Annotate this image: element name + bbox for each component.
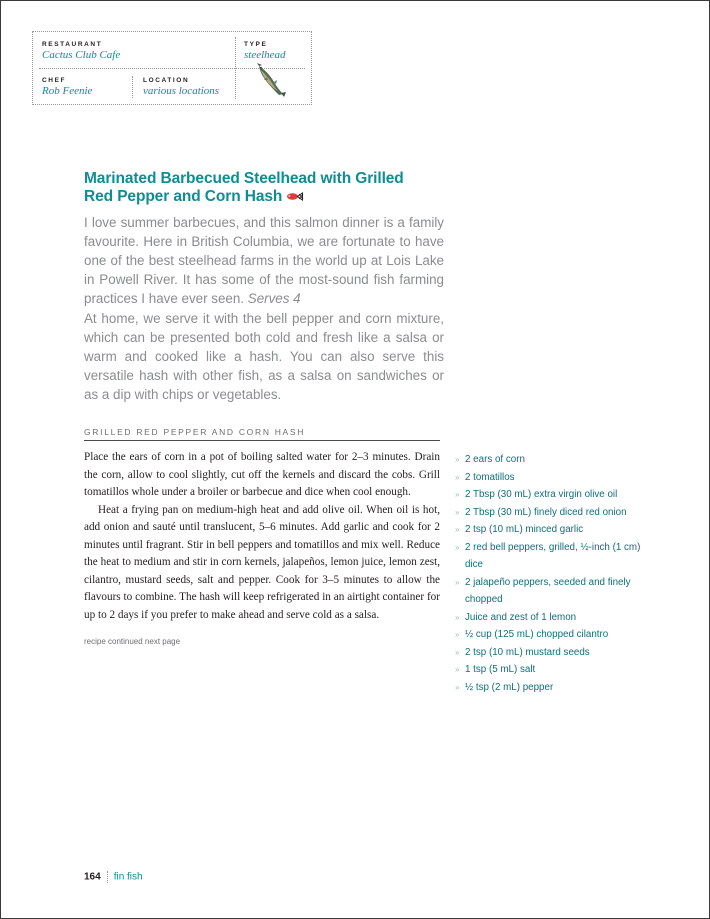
ingredient-item (455, 486, 655, 504)
ingredient-item (455, 469, 655, 487)
ingredient-text: 2 tsp (10 mL) mustard seeds (465, 646, 590, 658)
chef-label: CHEF (42, 77, 67, 84)
info-box-column-divider (235, 37, 236, 99)
page-footer (84, 871, 143, 884)
ingredient-item (455, 504, 655, 522)
recipe-title-line-2-wrap (84, 188, 464, 206)
ingredient-item (455, 609, 655, 627)
bullet-icon: » (455, 647, 460, 657)
ingredient-list (455, 451, 655, 696)
intro-paragraph-2: At home, we serve it with the bell pepper and corn mixture, which can be presented both cold and fresh like a salsa or warm and cooked like a hash. You can also serve this versatile hash with other fish, as a salsa on sandwiches or as a dip with chips or vegetables. (84, 311, 444, 403)
ingredient-item (455, 661, 655, 679)
continued-note: recipe continued next page (84, 637, 181, 646)
bullet-icon: » (455, 612, 460, 622)
type-cell (244, 41, 286, 62)
bullet-icon: » (455, 472, 460, 482)
serves-count: Serves 4 (247, 291, 301, 307)
bullet-icon: » (455, 525, 460, 534)
chef-value: Rob Feenie (42, 85, 93, 97)
bullet-icon: » (455, 630, 460, 639)
location-value: various locations (143, 85, 220, 97)
ingredient-item (455, 539, 655, 574)
type-label: TYPE (244, 41, 268, 48)
ingredient-text: 2 jalapeño peppers, seeded and finely chopped (465, 576, 631, 605)
ingredient-text: 1 tsp (5 mL) salt (465, 664, 536, 675)
recipe-title-line-1: Marinated Barbecued Steelhead with Grilled (84, 170, 404, 187)
bullet-icon: » (455, 665, 460, 674)
section-name: fin fish (113, 871, 143, 883)
bullet-icon: » (455, 455, 460, 464)
ingredient-item (455, 521, 655, 539)
intro-paragraph-1 (84, 213, 444, 308)
bullet-icon: » (455, 577, 460, 587)
bullet-icon: » (455, 682, 460, 692)
sustainable-fish-icon (286, 192, 304, 201)
ingredient-item (455, 626, 655, 644)
page-number: 164 (84, 871, 101, 883)
type-value: steelhead (244, 49, 286, 61)
ingredient-text: 2 Tbsp (30 mL) finely diced red onion (465, 506, 627, 518)
ingredient-item (455, 679, 655, 697)
ingredient-text: ½ tsp (2 mL) pepper (465, 681, 554, 693)
location-cell (143, 77, 219, 98)
restaurant-cell (42, 41, 120, 62)
ingredient-text: 2 tsp (10 mL) minced garlic (465, 524, 584, 535)
ingredient-text: 2 Tbsp (30 mL) extra virgin olive oil (465, 489, 618, 500)
recipe-info-box (32, 31, 312, 105)
ingredient-item (455, 451, 655, 469)
section-header: GRILLED RED PEPPER AND CORN HASH (84, 427, 440, 441)
recipe-title (84, 170, 464, 206)
restaurant-label: RESTAURANT (42, 41, 103, 48)
ingredient-text: 2 red bell peppers, grilled, ½-inch (1 cm) dice (465, 541, 641, 570)
method-text (84, 449, 440, 624)
bullet-icon: » (455, 507, 460, 517)
intro-text-1: I love summer barbecues, and this salmon dinner is a family favourite. Here in British Columbia, we are fortunate to have one of the best steelhead farms in the world up at Lois Lake in Powell River. It has some of the most-sound fish farming practices I have ever seen. (84, 215, 444, 307)
ingredient-item (455, 574, 655, 609)
ingredient-text: 2 tomatillos (465, 471, 515, 483)
steelhead-fish-icon (255, 62, 287, 98)
bullet-icon: » (455, 542, 460, 552)
bullet-icon: » (455, 490, 460, 499)
ingredient-item (455, 644, 655, 662)
restaurant-value: Cactus Club Cafe (42, 49, 121, 61)
location-label: LOCATION (143, 77, 190, 84)
recipe-title-line-2: Red Pepper and Corn Hash (84, 188, 283, 205)
ingredient-text: 2 ears of corn (465, 454, 525, 465)
ingredient-text: ½ cup (125 mL) chopped cilantro (465, 629, 609, 640)
chef-cell (42, 77, 92, 98)
ingredient-text: Juice and zest of 1 lemon (465, 611, 577, 623)
footer-divider (107, 871, 109, 883)
info-box-column-divider-lower (132, 76, 133, 98)
method-paragraph-2: Heat a frying pan on medium-high heat and add olive oil. When oil is hot, add onion and sauté until translucent, 5–6 minutes. Add garlic and cook for 2 minutes until fragrant. Stir in bell peppers and tomatillos and mix well. Reduce the heat to medium and stir in corn kernels, jalapeños, lemon juice, lemon zest, cilantro, mustard seeds, salt and pepper. Cook for 3–5 minutes to allow the flavours to combine. The hash will keep refrigerated in an airtight container for up to 2 days if you prefer to make ahead and serve cold as a salsa. (84, 503, 440, 621)
method-paragraph-1: Place the ears of corn in a pot of boiling salted water for 2–3 minutes. Drain the corn, allow to cool slightly, cut off the kernels and discard the cobs. Grill tomatillos whole under a broiler or barbecue and dice when cool enough. (84, 451, 440, 498)
